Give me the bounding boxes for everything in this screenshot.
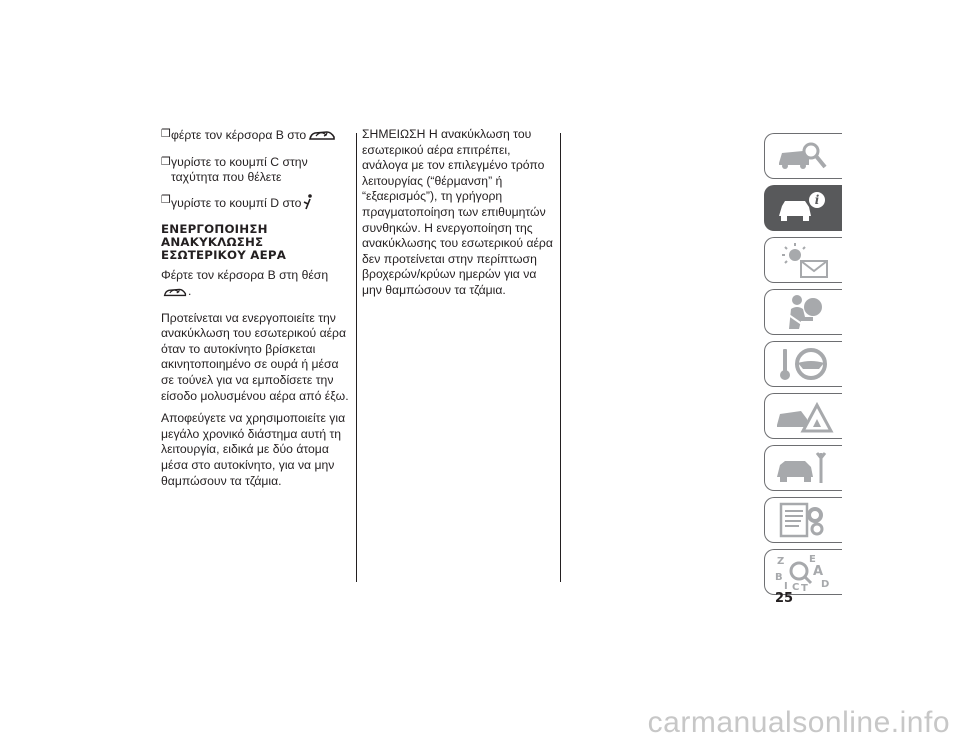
bullet-text: γυρίστε το κουμπί C στην ταχύτητα που θέλετε: [171, 154, 308, 185]
document-gear-icon: [773, 501, 835, 539]
warning-light-mail-icon: [773, 241, 835, 279]
chapter-tabs: [764, 133, 842, 601]
index-letter: I: [784, 581, 788, 591]
note-paragraph: ΣΗΜΕΙΩΣΗ Η ανακύκλωση του εσωτερικού αέρα επιτρέπει, ανάλογα με τον επιλεγμένο τρόπο λειτουργίας (“θέρμανση” ή “εξαερισμός”), τη γρήγορη πραγματοποίηση των επιθυμητών συνθηκών. Η ενεργοποίηση της ανακύκλωσης του εσωτερικού αέρα δεν προτείνεται στην περίπτωση βροχερών/κρύων ημερών για να μην θαμπώσουν τα τζάμια.: [362, 127, 553, 297]
tab-car-info[interactable]: [764, 185, 842, 231]
bullet-text: φέρτε τον κέρσορα B στο: [171, 128, 307, 142]
passenger-airbag-icon: [773, 293, 835, 331]
heading-line-1: ΕΝΕΡΓΟΠΟΙΗΣΗ ΑΝΑΚΥΚΛΩΣΗΣ: [161, 222, 268, 250]
car-warning-triangle-icon: [773, 397, 835, 435]
index-letter: A: [813, 564, 824, 579]
watermark: carmanualsonline.info: [647, 706, 950, 739]
section-heading: [161, 223, 351, 262]
tab-index[interactable]: [764, 549, 842, 595]
paragraph: Προτείνεται να ενεργοποιείτε την ανακύκλωση του εσωτερικού αέρα όταν το αυτοκίνητο βρίσκεται ακινητοποιημένο σε ουρά ή μέσα σε τούνελ για να εμποδίσετε την είσοδο μολυσμένου αέρα από έξω.: [161, 310, 349, 403]
key-steering-wheel-icon: [773, 345, 835, 383]
bullet-text: γυρίστε το κουμπί D στο: [171, 195, 302, 210]
svg-text:i: i: [814, 193, 820, 207]
column-divider: [560, 133, 561, 582]
bullet-item: [161, 155, 351, 186]
bullet-mark: ❒: [161, 128, 171, 140]
bullet-mark: ❒: [161, 155, 171, 168]
alphabetical-index-icon: [773, 553, 835, 591]
fan-person-icon: [302, 193, 314, 216]
index-letter: B: [775, 572, 783, 583]
index-letter: D: [821, 579, 830, 590]
left-text-column: [161, 127, 351, 496]
page-number: 25: [774, 591, 794, 606]
car-info-icon: [773, 189, 835, 227]
right-text-column: [362, 127, 555, 306]
index-letter: C: [792, 582, 800, 591]
tab-maintenance[interactable]: [764, 445, 842, 491]
recirculation-car-icon: [162, 285, 188, 304]
heading-line-2: ΕΣΩΤΕΡΙΚΟΥ ΑΕΡΑ: [161, 248, 287, 263]
index-letter: Z: [777, 556, 785, 567]
recirculation-car-icon: [307, 127, 337, 148]
tab-starting-driving[interactable]: [764, 341, 842, 387]
tab-technical-data[interactable]: [764, 497, 842, 543]
index-letter: E: [809, 554, 816, 565]
bullet-item: [161, 127, 351, 148]
bullet-mark: ❒: [161, 193, 171, 206]
car-service-tools-icon: [773, 449, 835, 487]
car-search-icon: [773, 137, 835, 175]
paragraph: Αποφεύγετε να χρησιμοποιείτε για μεγάλο χρονικό διάστημα αυτή τη λειτουργία, ειδικά με δύο άτομα μέσα στο αυτοκίνητο, για να μην θαμπώσουν τα τζάμια.: [161, 411, 346, 488]
tab-car-search[interactable]: [764, 133, 842, 179]
tab-safety[interactable]: [764, 289, 842, 335]
paragraph: Φέρτε τον κέρσορα B στη θέση .: [161, 268, 351, 303]
tab-emergency[interactable]: [764, 393, 842, 439]
index-letter: T: [801, 583, 808, 591]
tab-warning-lights[interactable]: [764, 237, 842, 283]
column-divider: [356, 133, 357, 582]
bullet-item: [161, 193, 351, 216]
